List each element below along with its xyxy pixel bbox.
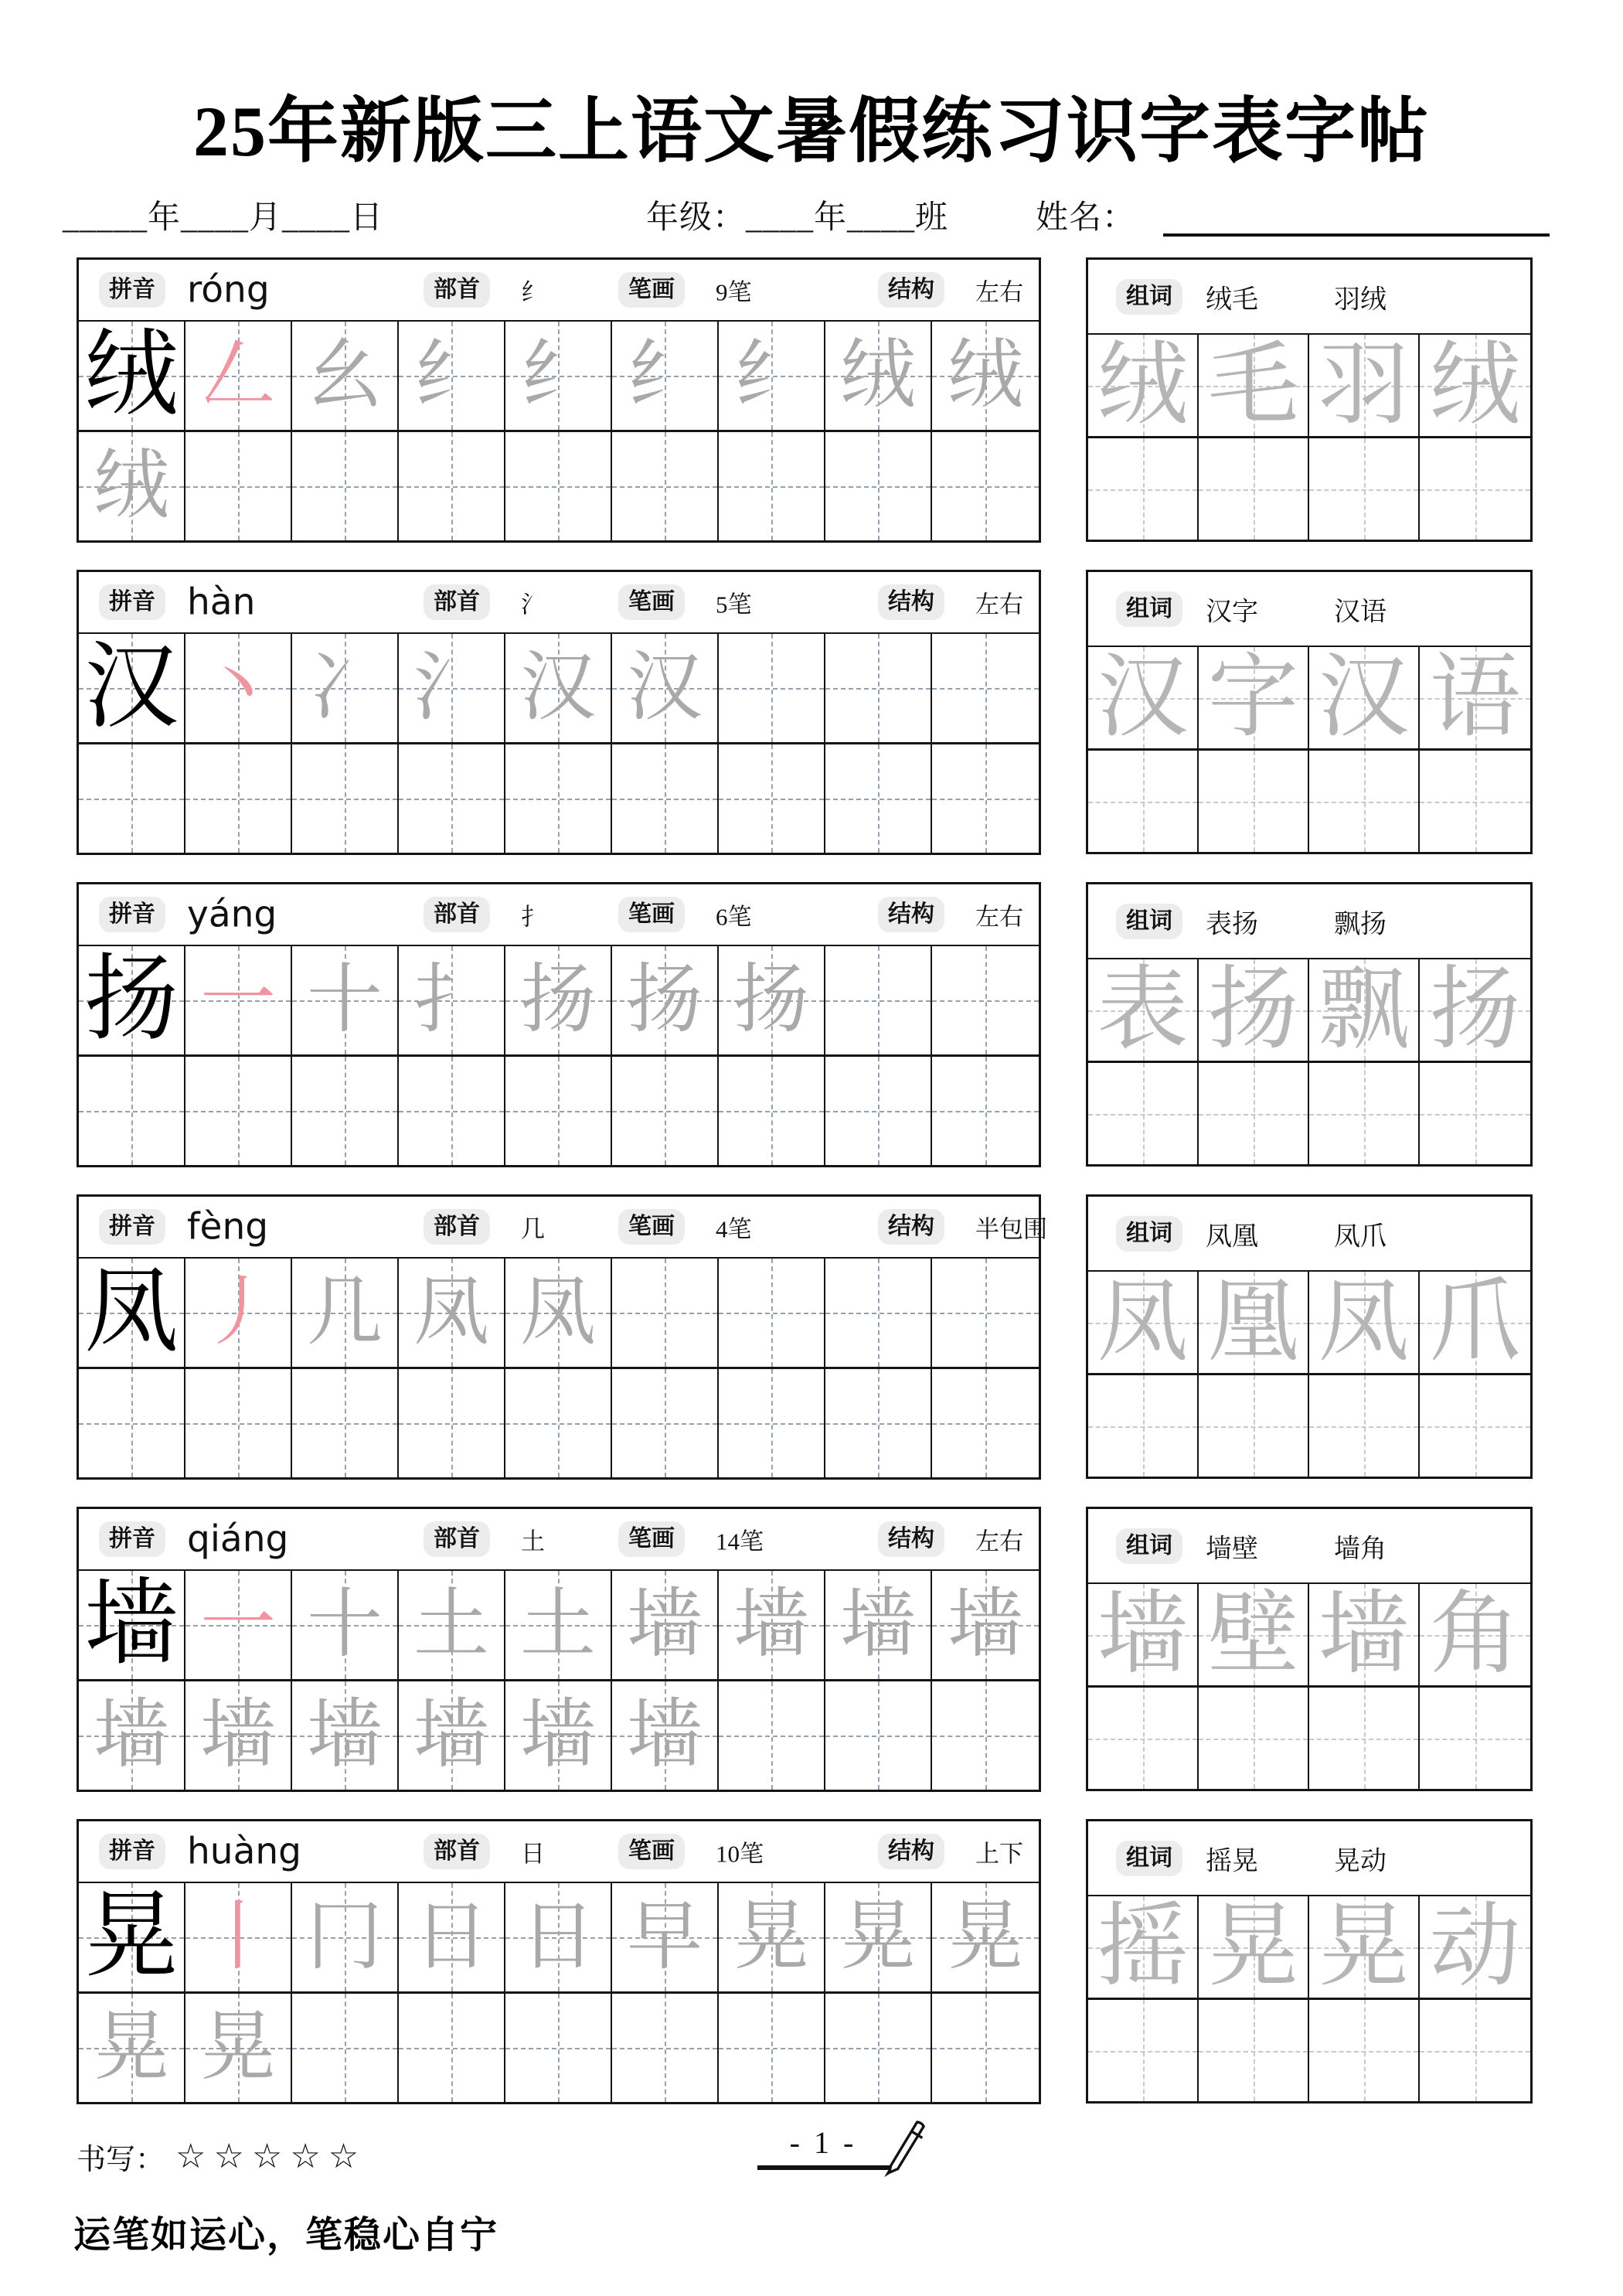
stroke-step-cell: 几 xyxy=(292,1259,399,1367)
word-practice-block xyxy=(1086,570,1533,854)
empty-practice-cell xyxy=(1309,1373,1420,1477)
words-header xyxy=(1088,1821,1530,1895)
structure-label: 结构 xyxy=(878,897,944,932)
pinyin-label: 拼音 xyxy=(99,1834,165,1869)
stroke-count-value: 6笔 xyxy=(716,903,752,931)
empty-practice-cell xyxy=(292,1367,399,1477)
radical-value: 日 xyxy=(521,1840,545,1868)
empty-practice-cell xyxy=(1199,1061,1309,1164)
stroke-step-cell: 土 xyxy=(399,1571,505,1679)
stroke-step-cell: 土 xyxy=(505,1571,612,1679)
grade-class-fill-in: 年级：____年____班 xyxy=(646,200,949,236)
empty-practice-cell xyxy=(1088,1685,1199,1789)
motto: 运笔如运心，笔稳心自宁 xyxy=(73,2215,499,2256)
empty-practice-cell xyxy=(292,742,399,853)
stroke-step-cell: 十 xyxy=(292,946,399,1054)
empty-practice-cell xyxy=(185,430,292,540)
structure-value: 半包围 xyxy=(975,1215,1047,1243)
stroke-count-label: 笔画 xyxy=(618,584,685,620)
empty-practice-cell xyxy=(505,1367,612,1477)
stroke-step-cell: 墙 xyxy=(612,1679,719,1790)
radical-label: 部首 xyxy=(424,1209,490,1245)
name-underline xyxy=(1163,233,1550,237)
stroke-step-cell: 墙 xyxy=(185,1679,292,1790)
word-trace-cell: 凤 xyxy=(1088,1272,1199,1373)
stroke-step-cell: 晃 xyxy=(185,1991,292,2102)
word-trace-cell: 扬 xyxy=(1420,959,1530,1061)
empty-practice-cell xyxy=(932,1054,1039,1165)
words-header xyxy=(1088,884,1530,958)
empty-practice-cell xyxy=(505,742,612,853)
stroke-step-cell: 扌 xyxy=(399,946,505,1054)
stroke-step-cell: 氵 xyxy=(399,634,505,742)
stroke-step-cell: 扬 xyxy=(612,946,719,1054)
empty-practice-cell xyxy=(825,742,932,853)
empty-practice-cell xyxy=(1309,1998,1420,2101)
empty-practice-cell xyxy=(825,1259,932,1367)
pinyin-value: róng xyxy=(187,268,270,312)
empty-practice-cell xyxy=(719,634,825,742)
empty-practice-cell xyxy=(825,946,932,1054)
empty-practice-cell xyxy=(825,430,932,540)
word-trace-cell: 绒 xyxy=(1088,335,1199,436)
stroke-count-label: 笔画 xyxy=(618,1521,685,1557)
word-2: 凤爪 xyxy=(1334,1222,1387,1251)
stroke-count-value: 5笔 xyxy=(716,591,752,618)
empty-practice-cell xyxy=(719,742,825,853)
radical-value: 土 xyxy=(521,1528,545,1555)
word-practice-block xyxy=(1086,1194,1533,1479)
stroke-step-cell: 扬 xyxy=(505,946,612,1054)
word-1: 墙壁 xyxy=(1206,1535,1258,1563)
empty-practice-cell xyxy=(719,430,825,540)
empty-practice-cell xyxy=(719,1367,825,1477)
pinyin-label: 拼音 xyxy=(99,272,165,308)
stroke-count-value: 10笔 xyxy=(716,1840,764,1868)
page-title: 25年新版三上语文暑假练习识字表字帖 xyxy=(192,92,1430,171)
pinyin-label: 拼音 xyxy=(99,1209,165,1245)
word-practice-grid xyxy=(1088,1270,1530,1477)
radical-label: 部首 xyxy=(424,584,490,620)
empty-practice-cell xyxy=(292,430,399,540)
structure-value: 上下 xyxy=(975,1840,1023,1868)
page-number xyxy=(757,2124,943,2170)
stroke-step-cell: 绒 xyxy=(79,430,185,540)
writing-rating xyxy=(77,2135,366,2178)
word-trace-cell: 表 xyxy=(1088,959,1199,1061)
stroke-step-cell: 早 xyxy=(612,1883,719,1991)
stroke-step-cell: 墙 xyxy=(825,1571,932,1679)
stroke-order-grid xyxy=(79,1882,1039,2102)
empty-practice-cell xyxy=(505,430,612,540)
word-1: 凤凰 xyxy=(1206,1222,1258,1251)
pinyin-value: hàn xyxy=(187,581,256,624)
stroke-step-cell: 墙 xyxy=(505,1679,612,1790)
stroke-step-cell: 墙 xyxy=(612,1571,719,1679)
character-practice-row xyxy=(77,257,1533,543)
empty-practice-cell xyxy=(825,1367,932,1477)
radical-label: 部首 xyxy=(424,272,490,308)
empty-practice-cell xyxy=(292,1054,399,1165)
name-label: 姓名： xyxy=(1036,200,1136,236)
empty-practice-cell xyxy=(825,1991,932,2102)
stroke-step-cell: 纟 xyxy=(505,322,612,430)
stroke-count-value: 9笔 xyxy=(716,278,752,306)
empty-practice-cell xyxy=(505,1991,612,2102)
radical-label: 部首 xyxy=(424,1834,490,1869)
empty-practice-cell xyxy=(719,1679,825,1790)
stroke-count-label: 笔画 xyxy=(618,897,685,932)
word-practice-block xyxy=(1086,882,1533,1167)
stroke-step-cell: 扬 xyxy=(719,946,825,1054)
word-trace-cell: 语 xyxy=(1420,647,1530,748)
stroke-step-cell: 一 xyxy=(185,1571,292,1679)
empty-practice-cell xyxy=(79,1367,185,1477)
empty-practice-cell xyxy=(932,1259,1039,1367)
stroke-step-cell: 纟 xyxy=(612,322,719,430)
word-2: 晃动 xyxy=(1334,1847,1387,1875)
empty-practice-cell xyxy=(1199,1373,1309,1477)
empty-practice-cell xyxy=(1420,1998,1530,2101)
radical-label: 部首 xyxy=(424,1521,490,1557)
stroke-step-cell: 晃 xyxy=(79,1991,185,2102)
radical-label: 部首 xyxy=(424,897,490,932)
character-practice-row xyxy=(77,1507,1533,1792)
empty-practice-cell xyxy=(1199,1685,1309,1789)
word-trace-cell: 绒 xyxy=(1420,335,1530,436)
empty-practice-cell xyxy=(1088,1998,1199,2101)
word-practice-block xyxy=(1086,257,1533,542)
character-practice-row xyxy=(77,882,1533,1167)
words-header xyxy=(1088,260,1530,333)
character-info-header xyxy=(79,1821,1039,1882)
page-number-underline xyxy=(757,2165,890,2170)
writing-label: 书写： xyxy=(77,2144,165,2176)
stroke-step-cell: 墙 xyxy=(932,1571,1039,1679)
word-1: 汉字 xyxy=(1206,598,1258,626)
words-label: 组词 xyxy=(1116,904,1182,939)
radical-value: 氵 xyxy=(521,591,545,618)
empty-practice-cell xyxy=(612,1367,719,1477)
word-trace-cell: 壁 xyxy=(1199,1584,1309,1685)
stroke-step-cell: 汉 xyxy=(612,634,719,742)
model-character-cell: 凤 xyxy=(79,1259,185,1367)
empty-practice-cell xyxy=(1420,1061,1530,1164)
stroke-step-cell: 日 xyxy=(399,1883,505,1991)
word-trace-cell: 摇 xyxy=(1088,1896,1199,1998)
stroke-practice-block xyxy=(77,570,1041,855)
stroke-count-label: 笔画 xyxy=(618,272,685,308)
word-practice-grid xyxy=(1088,1582,1530,1789)
structure-value: 左右 xyxy=(975,903,1023,931)
empty-practice-cell xyxy=(185,742,292,853)
rating-stars: ☆☆☆☆☆ xyxy=(175,2138,367,2175)
stroke-practice-block xyxy=(77,882,1041,1167)
stroke-step-cell: 纟 xyxy=(719,322,825,430)
stroke-step-cell: 丨 xyxy=(185,1883,292,1991)
empty-practice-cell xyxy=(1309,1061,1420,1164)
stroke-step-cell: 凤 xyxy=(505,1259,612,1367)
empty-practice-cell xyxy=(185,1367,292,1477)
word-trace-cell: 字 xyxy=(1199,647,1309,748)
word-2: 汉语 xyxy=(1334,598,1387,626)
word-practice-grid xyxy=(1088,958,1530,1164)
pinyin-value: yáng xyxy=(187,893,277,936)
words-header xyxy=(1088,1509,1530,1582)
empty-practice-cell xyxy=(1199,436,1309,540)
stroke-step-cell: 纟 xyxy=(399,322,505,430)
stroke-step-cell: 一 xyxy=(185,946,292,1054)
structure-label: 结构 xyxy=(878,1521,944,1557)
character-info-header xyxy=(79,1509,1039,1569)
structure-label: 结构 xyxy=(878,1209,944,1245)
stroke-step-cell: 绒 xyxy=(932,322,1039,430)
character-info-header xyxy=(79,260,1039,320)
word-trace-cell: 晃 xyxy=(1199,1896,1309,1998)
stroke-step-cell: 墙 xyxy=(719,1571,825,1679)
model-character-cell: 汉 xyxy=(79,634,185,742)
word-trace-cell: 扬 xyxy=(1199,959,1309,1061)
empty-practice-cell xyxy=(79,742,185,853)
word-trace-cell: 飘 xyxy=(1309,959,1420,1061)
words-header xyxy=(1088,1197,1530,1270)
word-practice-block xyxy=(1086,1819,1533,2104)
word-trace-cell: 毛 xyxy=(1199,335,1309,436)
model-character-cell: 墙 xyxy=(79,1571,185,1679)
stroke-step-cell: 绒 xyxy=(825,322,932,430)
date-fill-in: _____年____月____日 xyxy=(63,200,384,236)
word-practice-block xyxy=(1086,1507,1533,1791)
character-practice-row xyxy=(77,1194,1533,1480)
empty-practice-cell xyxy=(825,1679,932,1790)
pinyin-label: 拼音 xyxy=(99,1521,165,1557)
stroke-practice-block xyxy=(77,1507,1041,1792)
stroke-step-cell: 墙 xyxy=(292,1679,399,1790)
stroke-step-cell: 墙 xyxy=(399,1679,505,1790)
pinyin-value: fèng xyxy=(187,1205,269,1248)
model-character-cell: 晃 xyxy=(79,1883,185,1991)
word-trace-cell: 晃 xyxy=(1309,1896,1420,1998)
empty-practice-cell xyxy=(719,1259,825,1367)
pencil-icon xyxy=(871,2107,934,2191)
empty-practice-cell xyxy=(825,634,932,742)
empty-practice-cell xyxy=(932,742,1039,853)
page-number-text: - 1 - xyxy=(789,2125,857,2160)
stroke-order-grid xyxy=(79,632,1039,853)
stroke-step-cell: 晃 xyxy=(825,1883,932,1991)
empty-practice-cell xyxy=(399,430,505,540)
word-practice-grid xyxy=(1088,333,1530,540)
word-trace-cell: 羽 xyxy=(1309,335,1420,436)
word-trace-cell: 动 xyxy=(1420,1896,1530,1998)
stroke-practice-block xyxy=(77,257,1041,543)
structure-label: 结构 xyxy=(878,1834,944,1869)
words-label: 组词 xyxy=(1116,279,1182,315)
stroke-step-cell: 冫 xyxy=(292,634,399,742)
word-trace-cell: 爪 xyxy=(1420,1272,1530,1373)
stroke-practice-block xyxy=(77,1194,1047,1480)
stroke-practice-block xyxy=(77,1819,1041,2104)
stroke-step-cell: 日 xyxy=(505,1883,612,1991)
stroke-count-value: 14笔 xyxy=(716,1528,764,1555)
word-1: 表扬 xyxy=(1206,910,1258,938)
stroke-step-cell: 幺 xyxy=(292,322,399,430)
radical-value: 扌 xyxy=(521,903,545,931)
pinyin-label: 拼音 xyxy=(99,584,165,620)
stroke-order-grid xyxy=(79,1257,1039,1477)
word-1: 摇晃 xyxy=(1206,1847,1258,1875)
stroke-order-grid xyxy=(79,1569,1039,1790)
empty-practice-cell xyxy=(399,1367,505,1477)
empty-practice-cell xyxy=(399,1991,505,2102)
stroke-step-cell: 晃 xyxy=(932,1883,1039,1991)
empty-practice-cell xyxy=(79,1054,185,1165)
word-practice-grid xyxy=(1088,1895,1530,2101)
words-label: 组词 xyxy=(1116,1528,1182,1564)
empty-practice-cell xyxy=(932,946,1039,1054)
words-label: 组词 xyxy=(1116,591,1182,627)
empty-practice-cell xyxy=(932,1679,1039,1790)
stroke-step-cell: 丶 xyxy=(185,634,292,742)
empty-practice-cell xyxy=(1309,1685,1420,1789)
structure-value: 左右 xyxy=(975,1528,1023,1555)
stroke-step-cell: 晃 xyxy=(719,1883,825,1991)
empty-practice-cell xyxy=(612,742,719,853)
word-trace-cell: 凤 xyxy=(1309,1272,1420,1373)
radical-value: 纟 xyxy=(521,278,545,306)
stroke-step-cell: 汉 xyxy=(505,634,612,742)
empty-practice-cell xyxy=(932,1367,1039,1477)
empty-practice-cell xyxy=(1309,436,1420,540)
character-practice-row xyxy=(77,570,1533,855)
empty-practice-cell xyxy=(612,1991,719,2102)
empty-practice-cell xyxy=(932,1991,1039,2102)
pinyin-label: 拼音 xyxy=(99,897,165,932)
empty-practice-cell xyxy=(825,1054,932,1165)
stroke-step-cell: 丿 xyxy=(185,1259,292,1367)
empty-practice-cell xyxy=(185,1054,292,1165)
empty-practice-cell xyxy=(505,1054,612,1165)
date-line xyxy=(0,184,1623,243)
empty-practice-cell xyxy=(1420,436,1530,540)
word-trace-cell: 角 xyxy=(1420,1584,1530,1685)
words-label: 组词 xyxy=(1116,1216,1182,1252)
words-label: 组词 xyxy=(1116,1841,1182,1876)
empty-practice-cell xyxy=(1420,1685,1530,1789)
character-info-header xyxy=(79,884,1039,945)
empty-practice-cell xyxy=(1088,748,1199,852)
stroke-order-grid xyxy=(79,320,1039,540)
empty-practice-cell xyxy=(399,742,505,853)
empty-practice-cell xyxy=(399,1054,505,1165)
word-practice-grid xyxy=(1088,646,1530,852)
structure-value: 左右 xyxy=(975,278,1023,306)
empty-practice-cell xyxy=(1420,1373,1530,1477)
empty-practice-cell xyxy=(612,430,719,540)
empty-practice-cell xyxy=(612,1259,719,1367)
empty-practice-cell xyxy=(612,1054,719,1165)
stroke-step-cell: 冂 xyxy=(292,1883,399,1991)
structure-label: 结构 xyxy=(878,272,944,308)
word-2: 墙角 xyxy=(1334,1535,1387,1563)
stroke-count-label: 笔画 xyxy=(618,1834,685,1869)
empty-practice-cell xyxy=(292,1991,399,2102)
stroke-order-grid xyxy=(79,945,1039,1165)
structure-value: 左右 xyxy=(975,591,1023,618)
word-1: 绒毛 xyxy=(1206,285,1258,314)
stroke-count-value: 4笔 xyxy=(716,1215,752,1243)
empty-practice-cell xyxy=(932,634,1039,742)
character-info-header xyxy=(79,1197,1047,1257)
words-header xyxy=(1088,572,1530,646)
empty-practice-cell xyxy=(1199,748,1309,852)
pinyin-value: qiáng xyxy=(187,1518,289,1561)
word-trace-cell: 墙 xyxy=(1309,1584,1420,1685)
empty-practice-cell xyxy=(932,430,1039,540)
word-2: 飘扬 xyxy=(1334,910,1387,938)
word-trace-cell: 汉 xyxy=(1309,647,1420,748)
word-trace-cell: 凰 xyxy=(1199,1272,1309,1373)
empty-practice-cell xyxy=(1088,436,1199,540)
empty-practice-cell xyxy=(719,1991,825,2102)
empty-practice-cell xyxy=(1420,748,1530,852)
stroke-step-cell: 墙 xyxy=(79,1679,185,1790)
stroke-step-cell: 十 xyxy=(292,1571,399,1679)
model-character-cell: 绒 xyxy=(79,322,185,430)
structure-label: 结构 xyxy=(878,584,944,620)
radical-value: 几 xyxy=(521,1215,545,1243)
word-2: 羽绒 xyxy=(1334,285,1387,314)
empty-practice-cell xyxy=(719,1054,825,1165)
stroke-step-cell: 𠃋 xyxy=(185,322,292,430)
model-character-cell: 扬 xyxy=(79,946,185,1054)
word-trace-cell: 汉 xyxy=(1088,647,1199,748)
empty-practice-cell xyxy=(1309,748,1420,852)
stroke-count-label: 笔画 xyxy=(618,1209,685,1245)
character-info-header xyxy=(79,572,1039,632)
empty-practice-cell xyxy=(1199,1998,1309,2101)
character-practice-row xyxy=(77,1819,1533,2104)
empty-practice-cell xyxy=(1088,1061,1199,1164)
empty-practice-cell xyxy=(1088,1373,1199,1477)
practice-blocks xyxy=(77,257,1533,2104)
pinyin-value: huàng xyxy=(187,1830,301,1873)
word-trace-cell: 墙 xyxy=(1088,1584,1199,1685)
stroke-step-cell: 凤 xyxy=(399,1259,505,1367)
